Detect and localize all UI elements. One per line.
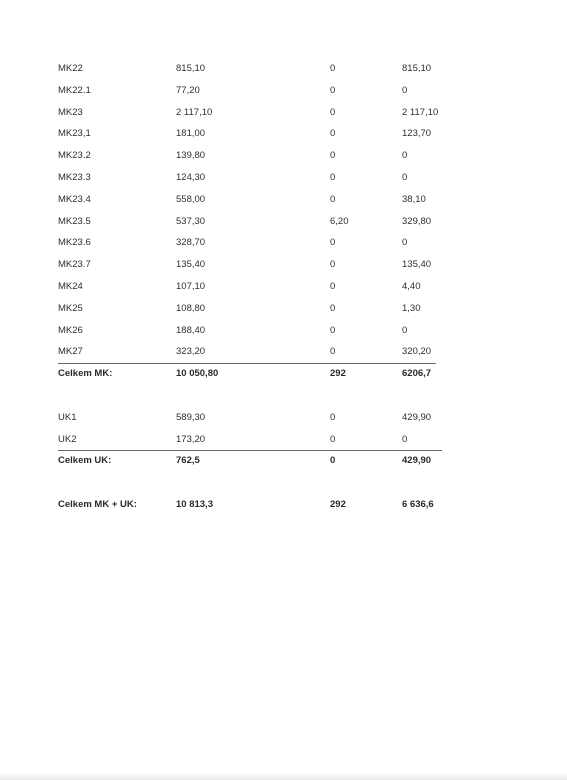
row-value-1: 107,10	[176, 280, 206, 292]
row-code: MK23.6	[58, 237, 91, 249]
row-code: UK1	[58, 411, 77, 423]
row-value-3: 429,90	[402, 411, 432, 423]
table-row	[58, 320, 448, 342]
mk-total-row	[58, 363, 448, 385]
table-row	[58, 145, 448, 167]
row-value-1: 10 050,80	[176, 368, 219, 380]
row-value-1: 762,5	[176, 455, 200, 467]
row-value-2: 292	[330, 368, 346, 380]
row-code: MK27	[58, 346, 83, 358]
row-code: MK24	[58, 280, 83, 292]
row-code: MK25	[58, 302, 83, 314]
row-value-2: 0	[330, 63, 336, 74]
row-value-3: 429,90	[402, 455, 432, 467]
spacer	[58, 385, 448, 407]
row-value-2: 0	[330, 346, 336, 358]
row-value-2: 0	[330, 193, 336, 205]
table-row	[58, 298, 448, 320]
table-row	[58, 341, 448, 363]
row-value-1: 328,70	[176, 237, 206, 249]
row-value-3: 320,20	[402, 346, 432, 358]
row-value-3: 135,40	[402, 259, 432, 271]
table-row	[58, 407, 448, 429]
row-value-2: 0	[330, 171, 336, 183]
row-value-3: 2 117,10	[402, 106, 439, 118]
row-code: MK23,1	[58, 128, 91, 140]
table-row	[58, 211, 448, 233]
row-code: MK26	[58, 324, 83, 336]
row-value-3: 329,80	[402, 215, 432, 227]
row-value-1: 173,20	[176, 433, 206, 445]
row-value-1: 558,00	[176, 193, 206, 205]
row-value-2: 0	[330, 280, 336, 292]
spacer	[58, 472, 448, 494]
row-value-1: 135,40	[176, 259, 206, 271]
row-value-3: 123,70	[402, 128, 432, 140]
table-row	[58, 189, 448, 211]
table-row	[58, 58, 448, 80]
row-value-2: 0	[330, 106, 336, 118]
table-row	[58, 276, 448, 298]
row-value-1: 188,40	[176, 324, 206, 336]
row-value-3: 0	[402, 150, 408, 162]
row-value-3: 1,30	[402, 302, 421, 314]
row-code: MK23.4	[58, 193, 91, 205]
row-value-1: 77,20	[176, 84, 200, 96]
sections-table	[58, 58, 448, 516]
row-value-3: 0	[402, 171, 408, 183]
table-row	[58, 167, 448, 189]
row-value-2: 292	[330, 498, 346, 510]
row-value-2: 0	[330, 128, 336, 140]
row-value-2: 0	[330, 259, 336, 271]
row-code: MK23.2	[58, 150, 91, 162]
row-value-1: 108,80	[176, 302, 206, 314]
row-value-1: 589,30	[176, 411, 206, 423]
row-value-3: 38,10	[402, 193, 426, 205]
row-value-2: 0	[330, 433, 336, 445]
row-value-1: 181,00	[176, 128, 206, 140]
row-code: MK22	[58, 63, 83, 74]
row-value-1: 537,30	[176, 215, 206, 227]
row-value-1: 10 813,3	[176, 498, 213, 510]
table-row	[58, 80, 448, 102]
row-value-2: 0	[330, 84, 336, 96]
row-value-3: 0	[402, 433, 408, 445]
row-code: Celkem UK:	[58, 455, 112, 467]
row-value-1: 124,30	[176, 171, 206, 183]
row-value-3: 815,10	[402, 63, 432, 74]
table-row	[58, 429, 448, 451]
row-value-1: 323,20	[176, 346, 206, 358]
grand-total-row	[58, 494, 448, 516]
row-value-1: 2 117,10	[176, 106, 213, 118]
row-value-3: 6 636,6	[402, 498, 434, 510]
row-value-2: 0	[330, 302, 336, 314]
row-code: Celkem MK + UK:	[58, 498, 137, 510]
row-value-2: 6,20	[330, 215, 349, 227]
row-value-2: 0	[330, 455, 336, 467]
row-code: MK23.7	[58, 259, 91, 271]
row-value-2: 0	[330, 324, 336, 336]
scan-edge	[0, 772, 567, 780]
row-value-1: 139,80	[176, 150, 206, 162]
row-code: UK2	[58, 433, 77, 445]
row-code: MK22.1	[58, 84, 91, 96]
row-value-2: 0	[330, 150, 336, 162]
row-value-2: 0	[330, 411, 336, 423]
row-value-1: 815,10	[176, 63, 206, 74]
table-row	[58, 102, 448, 124]
row-code: MK23.5	[58, 215, 91, 227]
row-code: Celkem MK:	[58, 368, 113, 380]
row-code: MK23	[58, 106, 83, 118]
row-value-3: 6206,7	[402, 368, 432, 380]
row-value-3: 0	[402, 324, 408, 336]
row-code: MK23.3	[58, 171, 91, 183]
row-value-2: 0	[330, 237, 336, 249]
table-row	[58, 123, 448, 145]
row-value-3: 4,40	[402, 280, 421, 292]
table-row	[58, 254, 448, 276]
row-value-3: 0	[402, 84, 408, 96]
row-value-3: 0	[402, 237, 408, 249]
table-row	[58, 232, 448, 254]
uk-total-row	[58, 450, 448, 472]
